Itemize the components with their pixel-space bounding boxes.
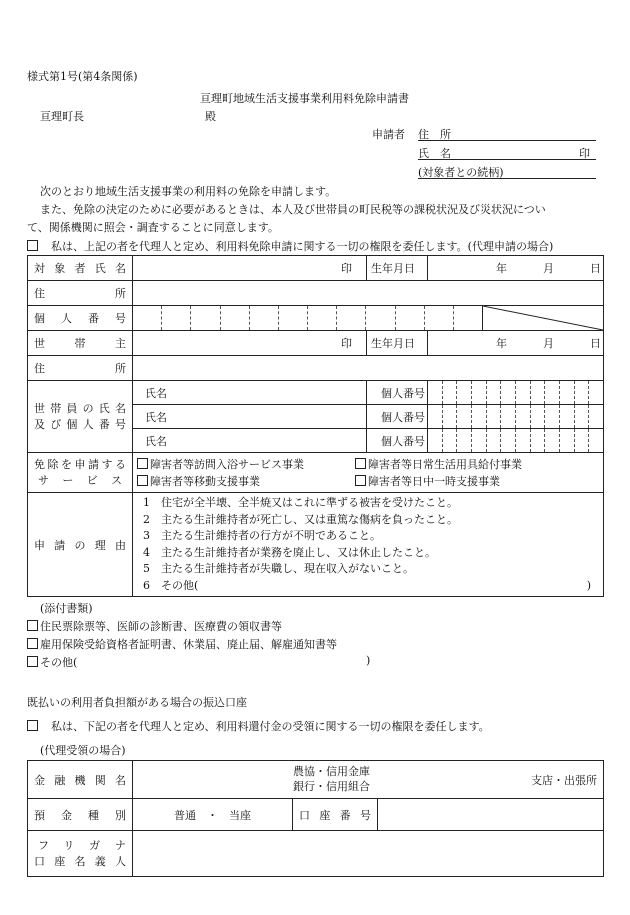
proxy-consent [27,238,553,254]
bank-proxy-case: (代理受領の場合) [40,744,126,757]
subject-address-row [28,281,604,306]
holder-name-label: 口座名義人 [34,854,126,868]
service-option: 障害者等移動支援事業 [150,474,260,488]
institution-label: 金融機関名 [28,761,133,799]
diagonal-slash [483,306,603,330]
member-number-cell[interactable] [428,429,604,453]
service-checkbox[interactable] [137,458,148,469]
service-checkbox[interactable] [355,475,366,486]
applicant-relation-label: (対象者との続柄) [418,166,504,179]
householder-seal-mark: 印 [341,337,352,350]
householder-label: 世帯主 [28,331,133,356]
applicant-relation-field[interactable] [418,164,596,179]
members-label-line2: 及び個人番号 [34,417,126,431]
reason-label: 申請の理由 [28,493,133,597]
reason-row [28,493,604,597]
attachment-checkbox[interactable] [27,638,38,649]
householder-birth-cell[interactable] [428,331,604,356]
deposit-type-label: 預金種別 [28,799,133,831]
service-label-line2: サービス [38,473,122,487]
intro-line-1: 次のとおり地域生活支援事業の利用料の免除を申請します。 [40,185,337,198]
reason-item: 2 主たる生計維持者が死亡し、又は重篤な傷病を負ったこと。 [143,512,458,526]
form-number: 様式第1号(第4条関係) [27,70,138,83]
deposit-row [28,799,604,831]
addressee: 亘理町長 [40,110,84,123]
householder-address-row [28,356,604,381]
member-number-cell[interactable] [428,381,604,405]
reason-item: 4 主たる生計維持者が業務を廃止し、又は休止したこと。 [143,545,436,559]
day-label: 日 [590,337,601,350]
service-checkbox[interactable] [137,475,148,486]
bank-proxy-consent [27,718,490,734]
page-title: 亘理町地域生活支援事業利用料免除申請書 [200,92,409,105]
proxy-checkbox[interactable] [27,240,38,251]
householder-cell[interactable] [133,331,367,356]
service-label-line1: 免除を申請する [34,457,126,471]
month-label: 月 [543,337,554,350]
service-option: 障害者等訪問入浴サービス事業 [150,457,304,471]
institution-type-2: 銀行・信用組合 [293,780,370,793]
reason-item: 6 その他( [143,578,199,592]
subject-name-row [28,256,604,281]
day-label: 日 [590,262,601,275]
member-name-label: 氏名 [145,434,167,448]
intro-line-2: また、免除の決定のために必要があるときは、本人及び世帯員の町民税等の課税状況及び災状況につい [40,203,546,216]
addressee-honorific: 殿 [205,110,216,123]
institution-cell[interactable] [133,761,604,799]
attachment-label: その他( [40,656,78,669]
bank-heading: 既払いの利用者負担額がある場合の振込口座 [27,696,247,709]
month-label: 月 [543,262,554,275]
year-label: 年 [496,262,507,275]
reason-item: 3 主たる生計維持者の行方が不明であること。 [143,529,381,542]
attachment-item [27,654,77,670]
branch-label: 支店・出張所 [531,774,598,787]
account-number-label: 口座番号 [293,799,378,831]
subject-address-cell[interactable] [133,281,604,306]
member-name-cell[interactable] [133,381,367,405]
bank-proxy-checkbox[interactable] [27,720,38,731]
furigana-label: フリガナ [38,838,126,852]
intro-line-3: て、関係機関に照会・調査することに同意します。 [27,221,279,234]
bank-proxy-text: 私は、下記の者を代理人と定め、利用料還付金の受領に関する一切の権限を委任します。 [51,720,490,733]
member-number-label: 個人番号 [367,429,428,453]
attachment-item [27,618,282,634]
holder-label [28,831,133,877]
subject-number-label: 個人番号 [28,306,133,331]
householder-address-label: 住所 [28,356,133,381]
applicant-address-label: 住 所 [418,128,451,141]
attachment-label: 住民票除票等、医師の診断書、医療費の領収書等 [40,620,282,633]
application-table [27,255,604,597]
attachments-title: (添付書類) [40,602,93,615]
subject-name-cell[interactable] [133,256,367,281]
applicant-name-label: 氏 名 [418,147,451,160]
bank-table [27,760,604,877]
attachment-label: 雇用保険受給資格者証明書、休業届、廃止届、解雇通知書等 [40,638,337,651]
service-checkbox[interactable] [355,458,366,469]
householder-row [28,331,604,356]
attachment-checkbox[interactable] [27,656,38,667]
subject-birth-label: 生年月日 [367,256,428,281]
applicant-address-field[interactable] [418,126,596,141]
reason-other-close: ) [586,578,591,592]
subject-name-label: 対象者氏名 [28,256,133,281]
attachment-other-close: ) [366,654,371,667]
service-options [133,453,604,493]
proxy-consent-text: 私は、上記の者を代理人と定め、利用料免除申請に関する一切の権限を委任します。(代理申請の場合) [51,240,554,253]
member-name-label: 氏名 [145,386,167,400]
member-number-label: 個人番号 [367,381,428,405]
reason-options[interactable] [133,493,604,597]
reason-item: 5 主たる生計維持者が失職し、現在収入がないこと。 [143,562,414,575]
member-row [28,381,604,405]
subject-seal-mark: 印 [341,262,352,275]
member-number-label: 個人番号 [367,405,428,429]
institution-row [28,761,604,799]
service-option: 障害者等日常生活用具給付事業 [368,457,522,471]
householder-birth-label: 生年月日 [367,331,428,356]
service-option: 障害者等日中一時支援事業 [368,474,500,488]
holder-cell[interactable] [133,831,604,877]
householder-address-cell[interactable] [133,356,604,381]
applicant-seal-mark: 印 [579,147,590,160]
member-name-cell[interactable] [133,429,367,453]
applicant-label: 申請者 [372,128,405,141]
deposit-type-options[interactable]: 普通 ・ 当座 [133,799,293,831]
number-blank-box [482,306,603,330]
applicant-name-field[interactable] [418,145,596,160]
attachment-checkbox[interactable] [27,620,38,631]
institution-type-1: 農協・信用金庫 [293,765,370,778]
subject-birth-cell[interactable] [428,256,604,281]
attachment-item [27,636,337,652]
holder-row [28,831,604,877]
number-digit-boxes [133,306,482,330]
member-name-cell[interactable] [133,405,367,429]
reason-item: 1 住宅が全半壊、全半焼又はこれに準ずる被害を受けたこと。 [143,496,458,509]
subject-number-cell[interactable] [133,306,604,331]
members-label-line1: 世帯員の氏名 [34,401,126,415]
service-label [28,453,133,493]
member-name-label: 氏名 [145,410,167,424]
subject-number-row [28,306,604,331]
members-label [28,381,133,453]
account-number-cell[interactable] [378,799,604,831]
service-row [28,453,604,493]
year-label: 年 [496,337,507,350]
subject-address-label: 住所 [28,281,133,306]
member-number-cell[interactable] [428,405,604,429]
